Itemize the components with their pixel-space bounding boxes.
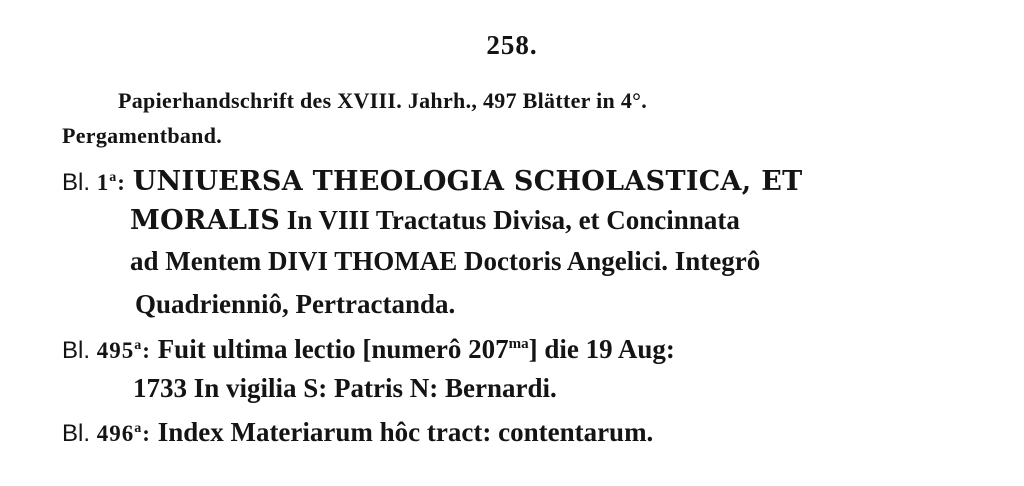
manuscript-description-line2: Pergamentband. xyxy=(62,123,223,148)
manuscript-description-line1: Papierhandschrift des XVIII. Jahrh., 497 Blätter in 4°. xyxy=(118,88,648,113)
entry-2-text-sup: ma xyxy=(508,336,529,352)
entry-1-line4: Quadrienniô, Pertractanda. xyxy=(135,289,456,319)
entry-1-title-caps-2: MORALIS xyxy=(130,205,281,236)
entry-1-folio xyxy=(97,170,126,195)
entry-3-line1 xyxy=(62,417,653,448)
entry-3-folio xyxy=(97,421,151,446)
entry-1-line1 xyxy=(62,166,802,197)
entry-1-folio-sup: a xyxy=(109,170,118,185)
entry-2-text-a: Fuit ultima lectio [numerô 207 xyxy=(157,334,509,364)
entry-1-folio-number: 1 xyxy=(96,170,110,195)
entry-2-folio xyxy=(97,338,151,363)
entry-3-bl-label: Bl. xyxy=(62,420,91,447)
entry-1-colon: : xyxy=(117,170,126,195)
entry-1-title-caps-1: UNIUERSA THEOLOGIA SCHOLASTICA, ET xyxy=(132,166,803,197)
entry-2-folio-sup: a xyxy=(134,338,143,353)
entry-3-folio-sup: a xyxy=(134,421,143,436)
entry-3-colon: : xyxy=(142,421,151,446)
entry-3-text: Index Materiarum hôc tract: contentarum. xyxy=(157,417,654,447)
entry-2-line2: 1733 In vigilia S: Patris N: Bernardi. xyxy=(133,373,557,403)
entry-2-text-b: ] die 19 Aug: xyxy=(528,334,675,364)
entry-2-colon: : xyxy=(142,338,151,363)
entry-1-bl-label: Bl. xyxy=(62,169,91,196)
entry-3-folio-number: 496 xyxy=(96,421,135,446)
entry-1-line3: ad Mentem DIVI THOMAE Doctoris Angelici. Integrô xyxy=(130,246,761,276)
entry-2-line1 xyxy=(62,334,675,365)
entry-2-bl-label: Bl. xyxy=(62,337,91,364)
entry-1-text-line2: In VIII Tractatus Divisa, et Concinnata xyxy=(286,205,740,235)
entry-2-folio-number: 495 xyxy=(96,338,135,363)
entry-1-line2 xyxy=(130,205,740,236)
page-number: 258. xyxy=(486,30,538,60)
